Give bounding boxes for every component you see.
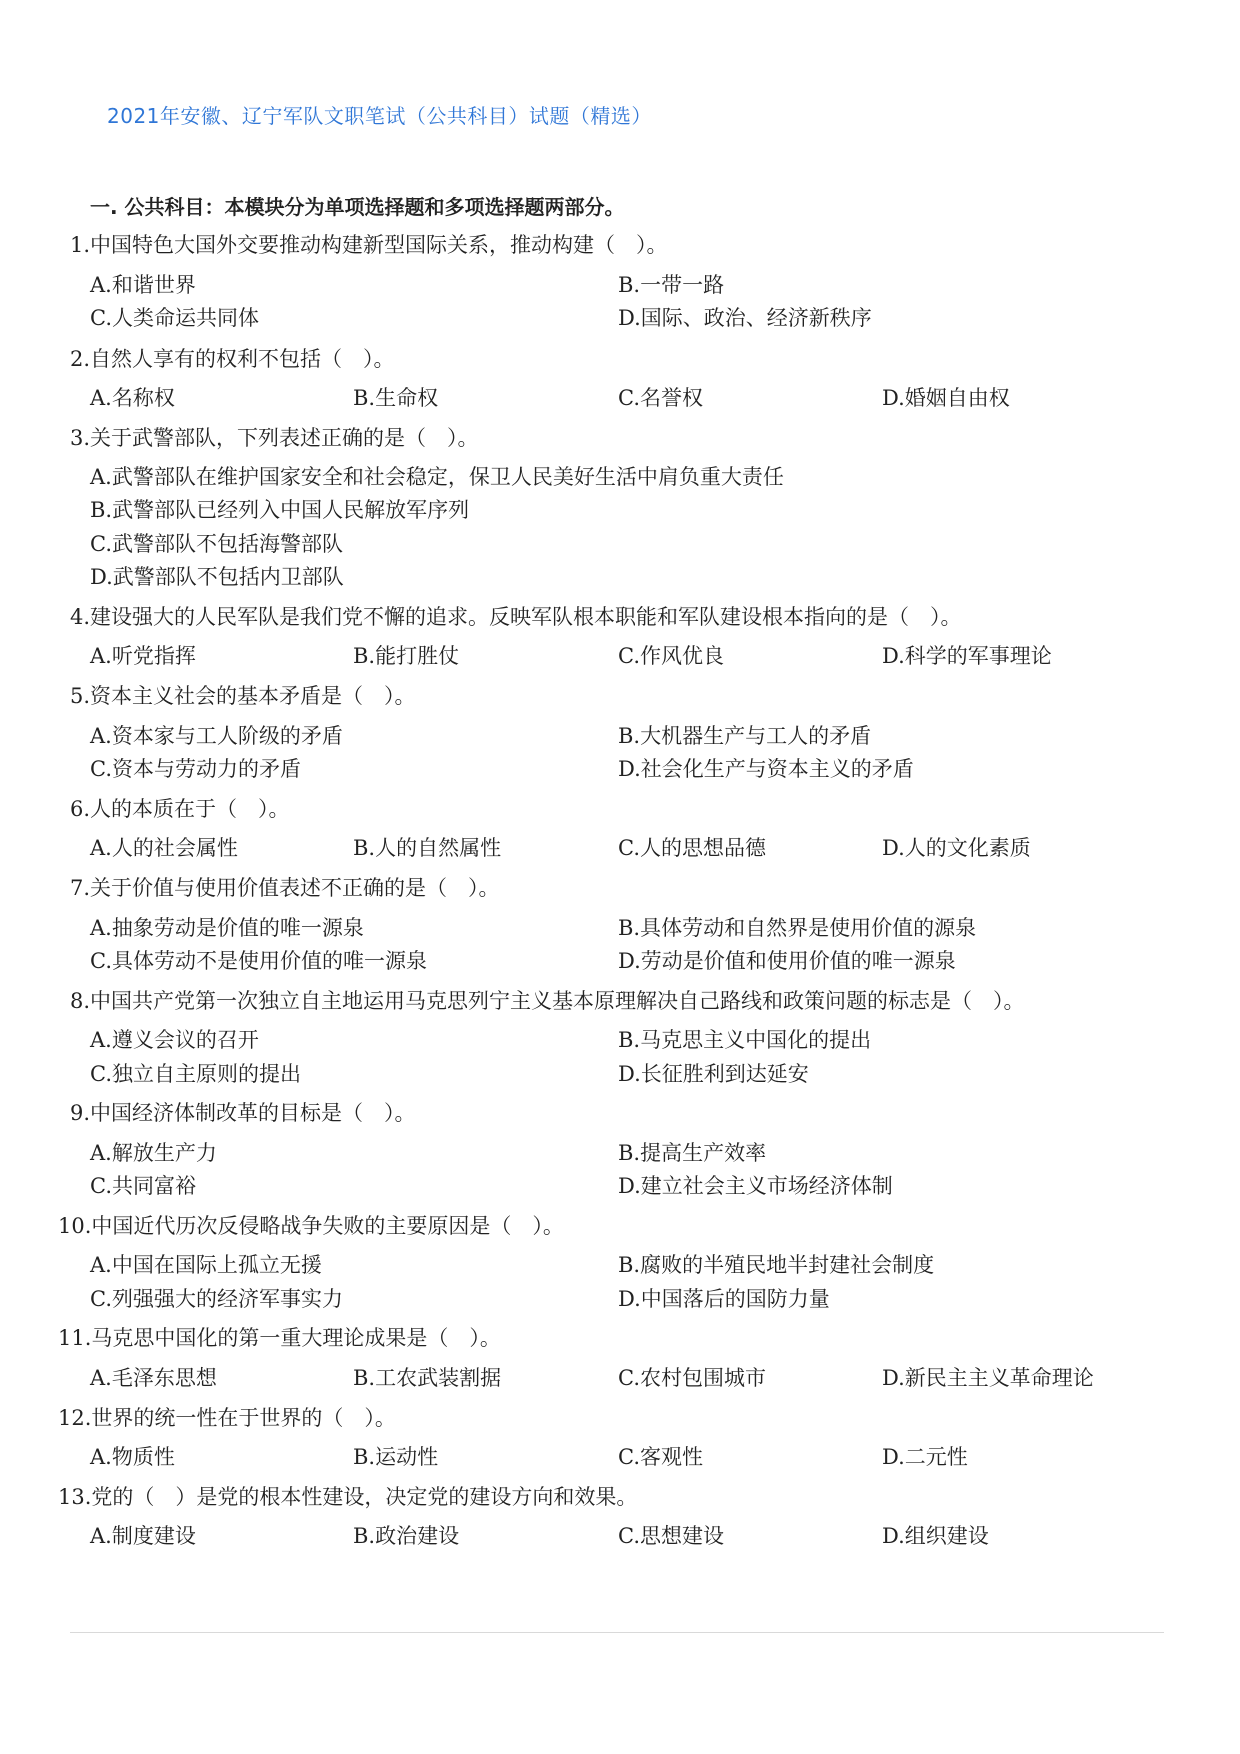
question-option: D.新民主主义革命理论 xyxy=(882,1366,1094,1390)
question-stem: 10.中国近代历次反侵略战争失败的主要原因是（ ）。 xyxy=(58,1214,564,1238)
question-option: C.武警部队不包括海警部队 xyxy=(90,532,343,556)
question-option: C.人类命运共同体 xyxy=(90,306,259,330)
question-option: C.独立自主原则的提出 xyxy=(90,1062,301,1086)
question-option: B.政治建设 xyxy=(353,1524,460,1548)
question-option: B.人的自然属性 xyxy=(353,836,502,860)
question-stem: 4.建设强大的人民军队是我们党不懈的追求。反映军队根本职能和军队建设根本指向的是（ ）。 xyxy=(70,605,962,629)
question-option: D.劳动是价值和使用价值的唯一源泉 xyxy=(618,949,956,973)
question-option: C.客观性 xyxy=(618,1445,703,1469)
footer-divider xyxy=(70,1632,1164,1633)
question-option: A.武警部队在维护国家安全和社会稳定，保卫人民美好生活中肩负重大责任 xyxy=(90,465,784,489)
question-option: C.具体劳动不是使用价值的唯一源泉 xyxy=(90,949,427,973)
question-option: B.大机器生产与工人的矛盾 xyxy=(618,724,872,748)
question-option: C.共同富裕 xyxy=(90,1174,196,1198)
question-stem: 8.中国共产党第一次独立自主地运用马克思列宁主义基本原理解决自己路线和政策问题的标志是（ ）。 xyxy=(70,989,1025,1013)
question-option: B.能打胜仗 xyxy=(353,644,460,668)
question-option: A.资本家与工人阶级的矛盾 xyxy=(90,724,343,748)
question-option: D.婚姻自由权 xyxy=(882,386,1010,410)
question-option: B.提高生产效率 xyxy=(618,1141,767,1165)
question-option: B.武警部队已经列入中国人民解放军序列 xyxy=(90,498,470,522)
document-title: 2021年安徽、辽宁军队文职笔试（公共科目）试题（精选） xyxy=(107,104,652,128)
question-option: B.具体劳动和自然界是使用价值的源泉 xyxy=(618,916,977,940)
question-option: C.作风优良 xyxy=(618,644,724,668)
question-option: C.农村包围城市 xyxy=(618,1366,766,1390)
question-stem: 9.中国经济体制改革的目标是（ ）。 xyxy=(70,1101,416,1125)
question-option: B.马克思主义中国化的提出 xyxy=(618,1028,872,1052)
question-option: C.名誉权 xyxy=(618,386,703,410)
question-option: C.人的思想品德 xyxy=(618,836,766,860)
question-option: A.名称权 xyxy=(90,386,175,410)
question-option: C.思想建设 xyxy=(618,1524,724,1548)
question-option: D.科学的军事理论 xyxy=(882,644,1052,668)
question-stem: 2.自然人享有的权利不包括（ ）。 xyxy=(70,347,395,371)
question-stem: 3.关于武警部队，下列表述正确的是（ ）。 xyxy=(70,426,479,450)
question-option: A.解放生产力 xyxy=(90,1141,217,1165)
question-option: A.制度建设 xyxy=(90,1524,196,1548)
question-stem: 12.世界的统一性在于世界的（ ）。 xyxy=(58,1406,396,1430)
question-option: A.和谐世界 xyxy=(90,273,196,297)
question-stem: 1.中国特色大国外交要推动构建新型国际关系，推动构建（ ）。 xyxy=(70,233,668,257)
question-option: A.人的社会属性 xyxy=(90,836,238,860)
question-option: A.听党指挥 xyxy=(90,644,196,668)
question-option: A.毛泽东思想 xyxy=(90,1366,217,1390)
question-option: D.长征胜利到达延安 xyxy=(618,1062,809,1086)
question-option: C.资本与劳动力的矛盾 xyxy=(90,757,301,781)
question-option: D.国际、政治、经济新秩序 xyxy=(618,306,872,330)
section-heading: 一. 公共科目：本模块分为单项选择题和多项选择题两部分。 xyxy=(90,195,625,219)
question-option: D.社会化生产与资本主义的矛盾 xyxy=(618,757,914,781)
question-option: D.武警部队不包括内卫部队 xyxy=(90,565,344,589)
question-stem: 5.资本主义社会的基本矛盾是（ ）。 xyxy=(70,684,416,708)
question-option: B.生命权 xyxy=(353,386,439,410)
question-stem: 6.人的本质在于（ ）。 xyxy=(70,797,290,821)
question-option: B.工农武装割据 xyxy=(353,1366,502,1390)
question-option: B.运动性 xyxy=(353,1445,439,1469)
question-option: D.二元性 xyxy=(882,1445,968,1469)
question-option: A.中国在国际上孤立无援 xyxy=(90,1253,322,1277)
question-option: B.一带一路 xyxy=(618,273,725,297)
question-stem: 11.马克思中国化的第一重大理论成果是（ ）。 xyxy=(58,1326,501,1350)
question-option: C.列强强大的经济军事实力 xyxy=(90,1287,343,1311)
question-option: B.腐败的半殖民地半封建社会制度 xyxy=(618,1253,935,1277)
question-stem: 7.关于价值与使用价值表述不正确的是（ ）。 xyxy=(70,876,500,900)
question-option: D.人的文化素质 xyxy=(882,836,1031,860)
question-option: D.组织建设 xyxy=(882,1524,989,1548)
question-stem: 13.党的（ ）是党的根本性建设，决定党的建设方向和效果。 xyxy=(58,1485,638,1509)
question-option: A.抽象劳动是价值的唯一源泉 xyxy=(90,916,364,940)
question-option: A.物质性 xyxy=(90,1445,175,1469)
question-option: D.中国落后的国防力量 xyxy=(618,1287,830,1311)
question-option: A.遵义会议的召开 xyxy=(90,1028,259,1052)
question-option: D.建立社会主义市场经济体制 xyxy=(618,1174,893,1198)
